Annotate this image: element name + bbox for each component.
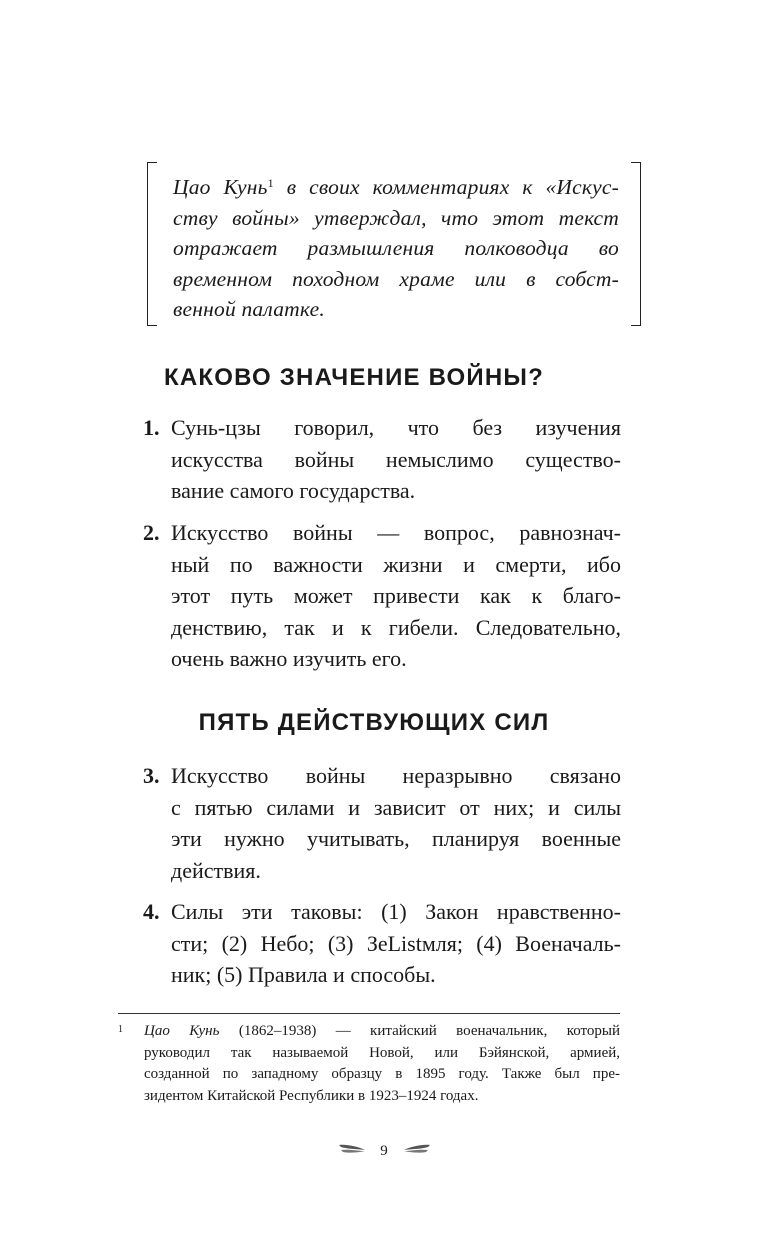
item-line: сти; (2) Небо; (3) ЗеListмля; (4) Военачаль-: [171, 930, 621, 956]
footnote-body: [144, 1021, 620, 1107]
leaf-ornament-left-icon: [337, 1143, 367, 1160]
item-line: этот путь может привести как к благо-: [171, 583, 621, 608]
section-heading: ПЯТЬ ДЕЙСТВУЮЩИХ СИЛ: [198, 709, 550, 736]
footnote-line: созданной по западному образцу в 1895 году. Также был пре-: [144, 1066, 620, 1082]
item-line: ник; (5) Правила и способы.: [171, 962, 436, 987]
item-line: действия.: [171, 857, 261, 883]
bracket-right: [631, 162, 641, 326]
footnote-line: Цао Кунь (1862–1938) — китайский военачальник, который: [144, 1023, 620, 1039]
epigraph-text: [173, 172, 619, 325]
epigraph-line: Цао Кунь$^1$ в своих комментариях к «Искус-: [173, 175, 620, 199]
epigraph-line: отражает размышления полководца во: [173, 236, 619, 260]
item-line: вание самого государства.: [171, 478, 416, 503]
epigraph-line: ству войны» утверждал, что этот текст: [173, 205, 619, 230]
item-line: ный по важности жизни и смерти, ибо: [171, 551, 621, 577]
item-line: искусства войны немыслимо существо-: [171, 446, 621, 472]
item-line: очень важно изучить его.: [171, 646, 407, 671]
footnote-line: руководил так называемой Новой, или Бэйянской, армией,: [144, 1044, 620, 1061]
epigraph-line: венной палатке.: [173, 297, 325, 321]
item-line: Силы эти таковы: (1) Закон нравственно-: [171, 899, 621, 924]
footnote-mark: 1: [118, 1024, 123, 1035]
leaf-ornament-right-icon: [402, 1143, 432, 1160]
item-line: денствию, так и к гибели. Следовательно,: [171, 614, 621, 640]
page-folio: [0, 1143, 768, 1160]
item-number: 1.: [143, 415, 160, 440]
item-body: [171, 896, 621, 991]
epigraph-line: временном походном храме или в собст-: [173, 266, 619, 291]
bracket-left: [147, 162, 157, 326]
item-body: [171, 412, 621, 507]
section-heading: КАКОВО ЗНАЧЕНИЕ ВОЙНЫ?: [164, 364, 544, 391]
item-number: 4.: [143, 899, 160, 924]
footnote-ref[interactable]: 1: [267, 176, 274, 190]
page-number: 9: [380, 1143, 388, 1160]
item-line: эти нужно учитывать, планируя военные: [171, 826, 621, 851]
item-body: [171, 760, 621, 886]
item-number: 2.: [143, 520, 160, 545]
item-line: Искусство войны — вопрос, равнознач-: [171, 520, 621, 545]
item-line: с пятью силами и зависит от них; и силы: [171, 794, 621, 820]
footnote-person-name: Цао Кунь: [144, 1023, 220, 1039]
item-line: Сунь-цзы говорил, что без изучения: [171, 415, 621, 440]
footnote-line: зидентом Китайской Республики в 1923–1924 годах.: [144, 1087, 479, 1104]
item-body: [171, 517, 621, 675]
item-line: Искусство войны неразрывно связано: [171, 763, 621, 788]
epigraph-box: [147, 162, 641, 326]
item-number: 3.: [143, 763, 160, 788]
footnote-rule: [118, 1013, 620, 1014]
